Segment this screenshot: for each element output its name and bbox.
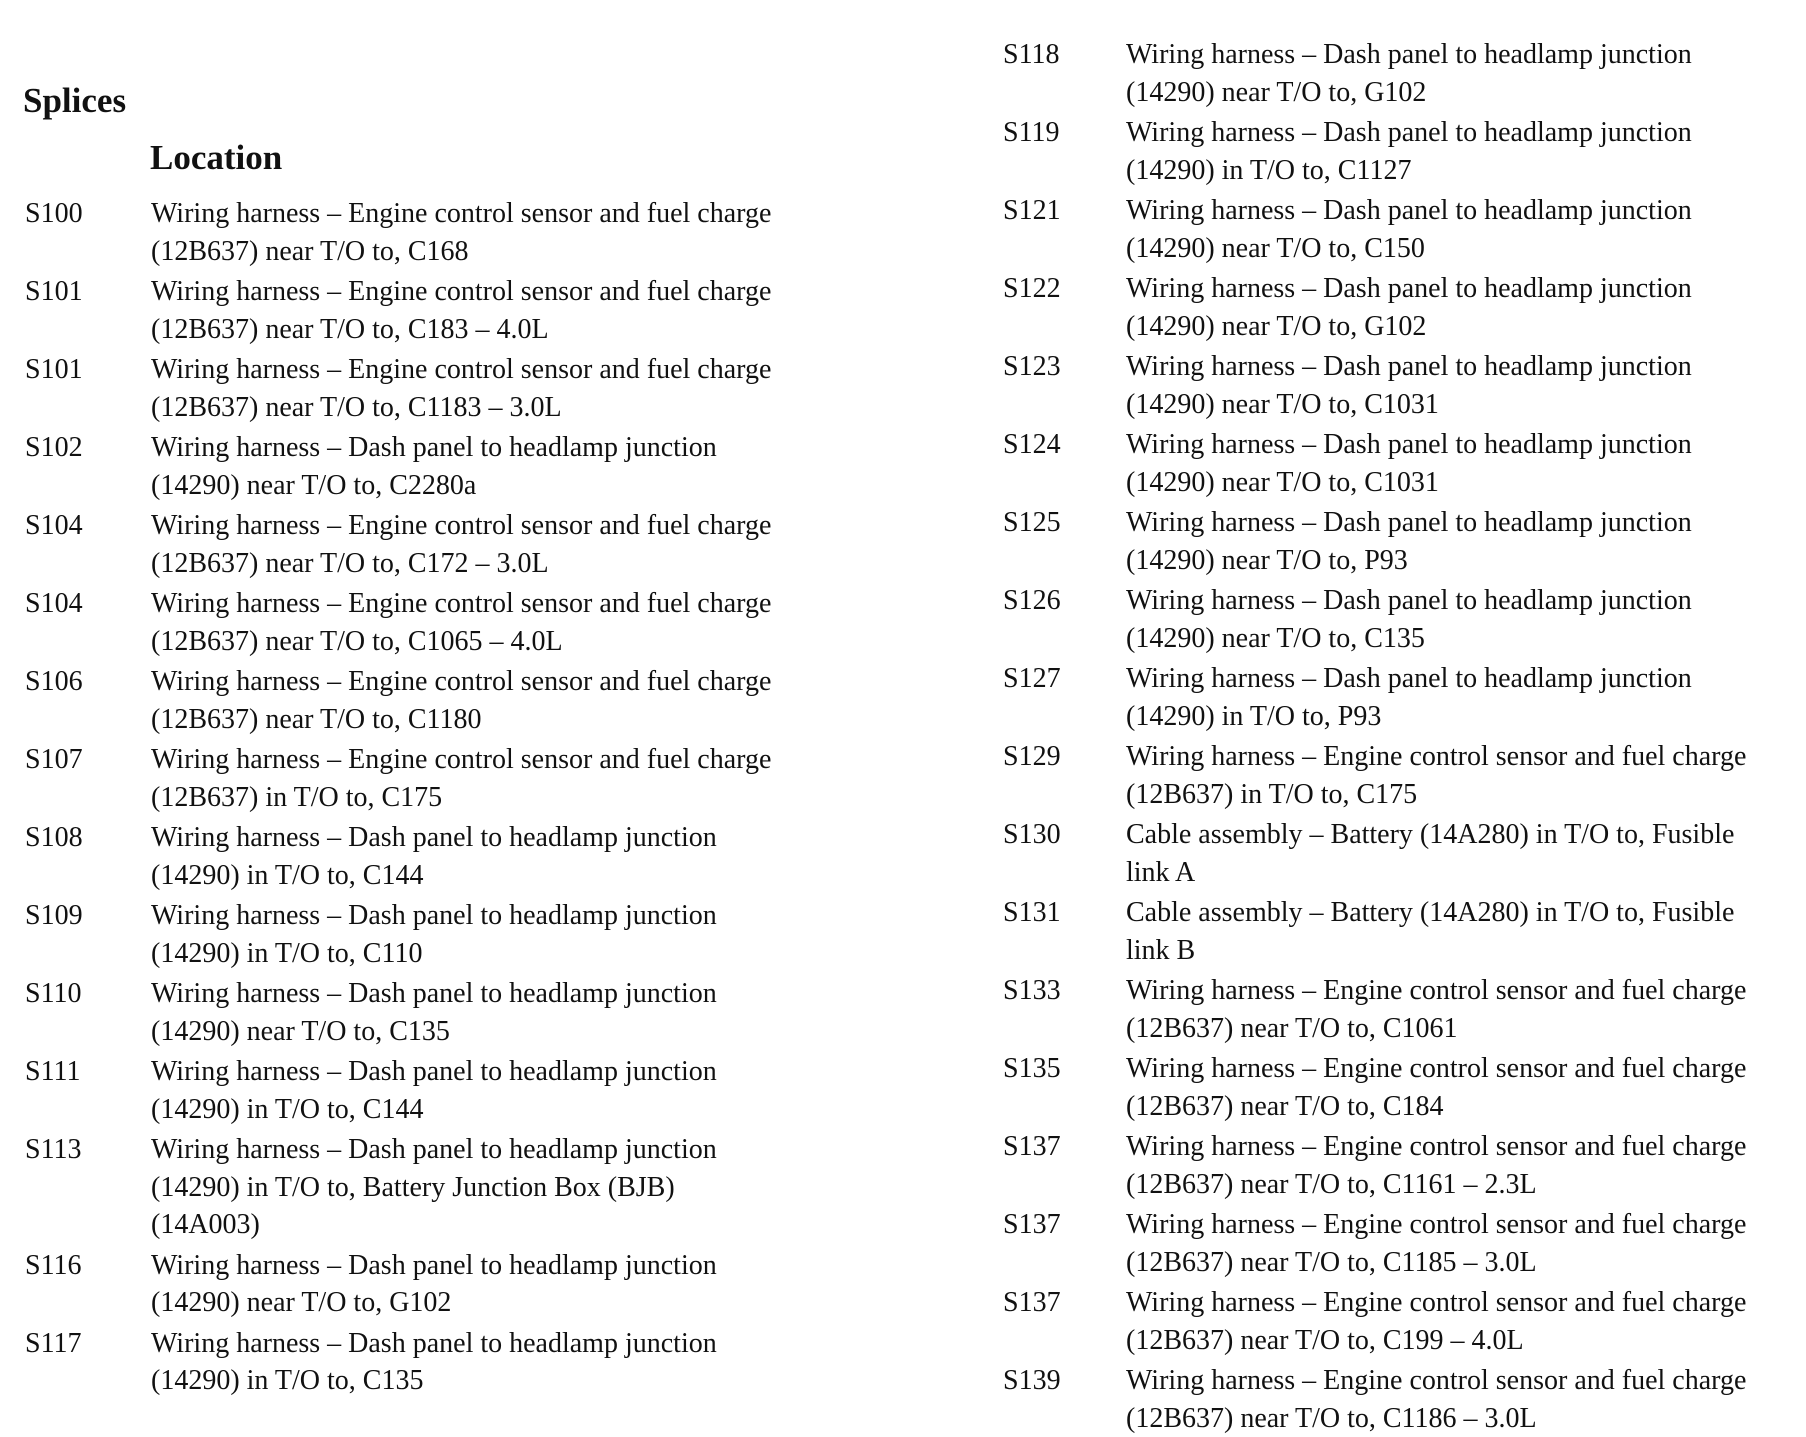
splice-entry [1003, 192, 1781, 267]
splice-location-line: (12B637) near T/O to, C184 [1126, 1088, 1781, 1126]
splice-location-line: Wiring harness – Engine control sensor and fuel charge [1126, 1284, 1781, 1322]
splice-entry [25, 1325, 815, 1400]
splice-code: S108 [25, 819, 151, 857]
splice-location-line: Wiring harness – Dash panel to headlamp junction [1126, 582, 1781, 620]
splice-code: S124 [1003, 426, 1126, 464]
splice-code: S129 [1003, 738, 1126, 776]
splice-location-line: Wiring harness – Engine control sensor and fuel charge [151, 195, 815, 233]
splice-code: S109 [25, 897, 151, 935]
splice-location-line: (12B637) near T/O to, C1180 [151, 701, 815, 739]
splice-code: S118 [1003, 36, 1126, 74]
splice-code: S113 [25, 1131, 151, 1169]
left-splice-list [25, 195, 815, 1400]
splice-location-line: Wiring harness – Dash panel to headlamp junction [151, 975, 815, 1013]
splice-code: S107 [25, 741, 151, 779]
splice-entry [25, 897, 815, 972]
splice-entry [1003, 36, 1781, 111]
right-splice-list [1003, 36, 1781, 1437]
splice-location-line: (12B637) near T/O to, C183 – 4.0L [151, 311, 815, 349]
splice-entry [1003, 1362, 1781, 1437]
splice-location-line: (14290) near T/O to, C1031 [1126, 386, 1781, 424]
splice-location-line: Wiring harness – Dash panel to headlamp junction [151, 897, 815, 935]
splice-location-line: Wiring harness – Dash panel to headlamp junction [1126, 36, 1781, 74]
splice-entry [1003, 114, 1781, 189]
splice-location [1126, 1050, 1781, 1125]
splice-location-line: Wiring harness – Engine control sensor and fuel charge [1126, 1128, 1781, 1166]
splice-location [1126, 114, 1781, 189]
splice-code: S130 [1003, 816, 1126, 854]
splice-location-line: (12B637) near T/O to, C1183 – 3.0L [151, 389, 815, 427]
splice-location [151, 585, 815, 660]
splice-location [1126, 1206, 1781, 1281]
splice-location [1126, 504, 1781, 579]
splice-location [1126, 660, 1781, 735]
splice-location [151, 195, 815, 270]
splice-location [1126, 1128, 1781, 1203]
splice-entry [1003, 348, 1781, 423]
splice-code: S104 [25, 507, 151, 545]
splice-location-line: Wiring harness – Dash panel to headlamp junction [1126, 114, 1781, 152]
splice-entry [1003, 738, 1781, 813]
splice-code: S133 [1003, 972, 1126, 1010]
splice-location-line: Wiring harness – Dash panel to headlamp junction [151, 1053, 815, 1091]
splice-location-line: Cable assembly – Battery (14A280) in T/O to, Fusible [1126, 894, 1781, 932]
splice-location [151, 1131, 815, 1244]
splice-entry [25, 507, 815, 582]
splice-location-line: (14290) near T/O to, P93 [1126, 542, 1781, 580]
splice-entry [25, 195, 815, 270]
splice-entry [1003, 972, 1781, 1047]
splice-location-line: (12B637) in T/O to, C175 [151, 779, 815, 817]
splice-location-line: (14290) near T/O to, C1031 [1126, 464, 1781, 502]
splice-location-line: (14290) near T/O to, C135 [151, 1013, 815, 1051]
splice-location [151, 1247, 815, 1322]
splice-location [151, 1325, 815, 1400]
splice-code: S117 [25, 1325, 151, 1363]
splice-location [151, 273, 815, 348]
splice-location-line: Wiring harness – Engine control sensor and fuel charge [1126, 1362, 1781, 1400]
splice-entry [1003, 426, 1781, 501]
splice-entry [25, 351, 815, 426]
splice-entry [25, 1247, 815, 1322]
splice-code: S126 [1003, 582, 1126, 620]
splice-location-line: (14290) in T/O to, P93 [1126, 698, 1781, 736]
splice-location [1126, 816, 1781, 891]
splice-location-line: (12B637) in T/O to, C175 [1126, 776, 1781, 814]
splice-location-line: Wiring harness – Dash panel to headlamp junction [151, 819, 815, 857]
splice-location-line: Wiring harness – Engine control sensor and fuel charge [151, 741, 815, 779]
splice-entry [1003, 582, 1781, 657]
splice-entry [25, 663, 815, 738]
splice-location-line: (12B637) near T/O to, C1186 – 3.0L [1126, 1400, 1781, 1437]
splice-location-line: (14290) in T/O to, Battery Junction Box (BJB) [151, 1169, 815, 1207]
splice-location-line: Wiring harness – Dash panel to headlamp junction [1126, 348, 1781, 386]
splice-location [151, 975, 815, 1050]
splice-entry [25, 1131, 815, 1244]
splice-location [1126, 348, 1781, 423]
splice-code: S101 [25, 351, 151, 389]
splice-location-line: (14290) in T/O to, C110 [151, 935, 815, 973]
splice-location [1126, 1284, 1781, 1359]
splice-location-line: Wiring harness – Engine control sensor and fuel charge [1126, 1050, 1781, 1088]
splice-code: S104 [25, 585, 151, 623]
splice-code: S131 [1003, 894, 1126, 932]
splice-location [1126, 894, 1781, 969]
splice-code: S137 [1003, 1284, 1126, 1322]
splice-code: S106 [25, 663, 151, 701]
splice-location-line: Wiring harness – Dash panel to headlamp junction [1126, 660, 1781, 698]
splice-location [151, 819, 815, 894]
splice-entry [1003, 1206, 1781, 1281]
splice-location-line: (14290) near T/O to, G102 [151, 1284, 815, 1322]
splice-location [151, 741, 815, 816]
splice-location [151, 429, 815, 504]
splice-location [1126, 426, 1781, 501]
splice-location [151, 507, 815, 582]
splice-code: S121 [1003, 192, 1126, 230]
splice-location [1126, 1362, 1781, 1437]
splice-location-line: Wiring harness – Dash panel to headlamp junction [151, 1247, 815, 1285]
splice-code: S127 [1003, 660, 1126, 698]
splice-location-line: Wiring harness – Dash panel to headlamp junction [1126, 504, 1781, 542]
splice-location-line: link B [1126, 932, 1781, 970]
splice-location-line: Wiring harness – Dash panel to headlamp junction [1126, 426, 1781, 464]
splice-location-line: (12B637) near T/O to, C1065 – 4.0L [151, 623, 815, 661]
splice-location-line: Wiring harness – Dash panel to headlamp junction [151, 1325, 815, 1363]
splice-location-line: Wiring harness – Engine control sensor and fuel charge [151, 507, 815, 545]
splice-location-line: Wiring harness – Engine control sensor and fuel charge [151, 273, 815, 311]
splice-location-line: Wiring harness – Dash panel to headlamp junction [1126, 192, 1781, 230]
splice-code: S137 [1003, 1206, 1126, 1244]
splice-entry [1003, 270, 1781, 345]
splice-code: S139 [1003, 1362, 1126, 1400]
splice-location-line: Wiring harness – Dash panel to headlamp junction [1126, 270, 1781, 308]
splice-code: S100 [25, 195, 151, 233]
splice-location [1126, 582, 1781, 657]
splice-location-line: (14290) near T/O to, G102 [1126, 74, 1781, 112]
splice-entry [25, 585, 815, 660]
splice-location-line: (14290) in T/O to, C144 [151, 857, 815, 895]
splice-entry [1003, 1128, 1781, 1203]
splice-entry [25, 819, 815, 894]
splice-code: S110 [25, 975, 151, 1013]
splice-location [1126, 270, 1781, 345]
splice-code: S137 [1003, 1128, 1126, 1166]
splice-entry [1003, 504, 1781, 579]
splice-entry [25, 429, 815, 504]
splice-location-line: Wiring harness – Engine control sensor and fuel charge [1126, 972, 1781, 1010]
splice-location [151, 897, 815, 972]
splice-location-line: (12B637) near T/O to, C1061 [1126, 1010, 1781, 1048]
splice-entry [1003, 894, 1781, 969]
splice-location [1126, 972, 1781, 1047]
splice-location-line: (12B637) near T/O to, C1185 – 3.0L [1126, 1244, 1781, 1282]
splice-location [1126, 36, 1781, 111]
splice-location-line: Wiring harness – Engine control sensor and fuel charge [1126, 738, 1781, 776]
splice-location-line: (14290) in T/O to, C144 [151, 1091, 815, 1129]
splice-location-line: Wiring harness – Dash panel to headlamp junction [151, 429, 815, 467]
splice-location-line: Wiring harness – Engine control sensor and fuel charge [151, 663, 815, 701]
splice-code: S102 [25, 429, 151, 467]
splice-location-line: Wiring harness – Dash panel to headlamp junction [151, 1131, 815, 1169]
splice-code: S119 [1003, 114, 1126, 152]
splice-entry [1003, 660, 1781, 735]
splice-code: S123 [1003, 348, 1126, 386]
splice-location [151, 1053, 815, 1128]
splice-location [1126, 738, 1781, 813]
splice-code: S122 [1003, 270, 1126, 308]
splice-location [151, 663, 815, 738]
page-title: Splices [23, 80, 126, 122]
splice-location-line: Wiring harness – Engine control sensor and fuel charge [151, 585, 815, 623]
splice-location-line: Wiring harness – Engine control sensor and fuel charge [1126, 1206, 1781, 1244]
splice-location-line: link A [1126, 854, 1781, 892]
splice-location-line: (12B637) near T/O to, C1161 – 2.3L [1126, 1166, 1781, 1204]
location-column-header: Location [150, 137, 282, 179]
splice-location-line: Wiring harness – Engine control sensor and fuel charge [151, 351, 815, 389]
splice-location-line: (14A003) [151, 1206, 815, 1244]
splice-location [151, 351, 815, 426]
splice-code: S116 [25, 1247, 151, 1285]
splice-entry [25, 741, 815, 816]
splice-location-line: (14290) in T/O to, C135 [151, 1362, 815, 1400]
splice-code: S135 [1003, 1050, 1126, 1088]
splice-location-line: (12B637) near T/O to, C172 – 3.0L [151, 545, 815, 583]
splice-location-line: (14290) in T/O to, C1127 [1126, 152, 1781, 190]
splice-location-line: (12B637) near T/O to, C199 – 4.0L [1126, 1322, 1781, 1360]
splice-code: S125 [1003, 504, 1126, 542]
splice-location [1126, 192, 1781, 267]
splice-code: S101 [25, 273, 151, 311]
splice-location-line: (14290) near T/O to, C2280a [151, 467, 815, 505]
splice-entry [1003, 816, 1781, 891]
splice-location-line: (14290) near T/O to, C150 [1126, 230, 1781, 268]
splice-location-line: (14290) near T/O to, C135 [1126, 620, 1781, 658]
splice-entry [25, 273, 815, 348]
splice-entry [25, 975, 815, 1050]
splice-location-line: (12B637) near T/O to, C168 [151, 233, 815, 271]
splice-entry [1003, 1284, 1781, 1359]
splice-location-line: Cable assembly – Battery (14A280) in T/O to, Fusible [1126, 816, 1781, 854]
splice-entry [25, 1053, 815, 1128]
splice-code: S111 [25, 1053, 151, 1091]
splice-entry [1003, 1050, 1781, 1125]
splice-location-line: (14290) near T/O to, G102 [1126, 308, 1781, 346]
